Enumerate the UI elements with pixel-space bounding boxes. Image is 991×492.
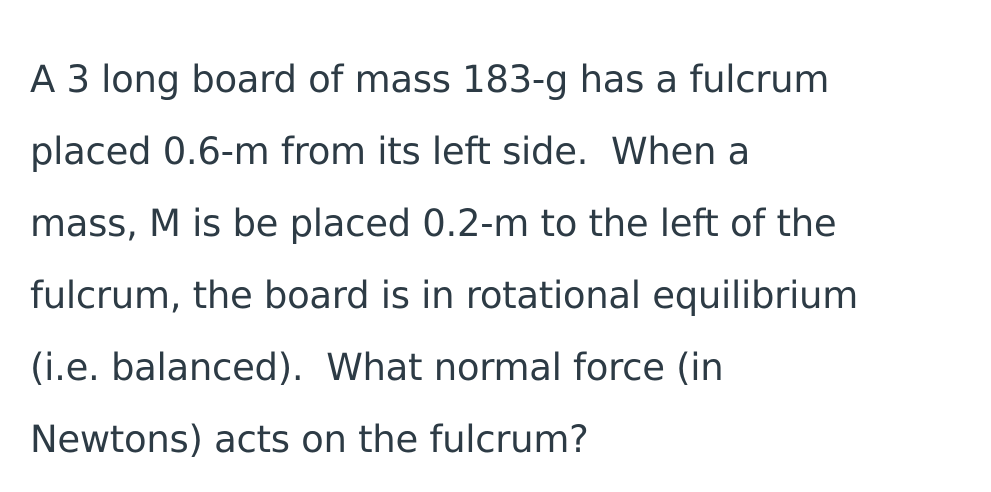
question-line-5: (i.e. balanced). What normal force (in — [30, 346, 724, 389]
question-line-2: placed 0.6-m from its left side. When a — [30, 130, 750, 173]
question-line-1: A 3 long board of mass 183-g has a fulcrum — [30, 58, 830, 101]
question-line-3: mass, M is be placed 0.2-m to the left of the — [30, 202, 837, 245]
question-line-6: Newtons) acts on the fulcrum? — [30, 418, 589, 461]
question-line-4: fulcrum, the board is in rotational equilibrium — [30, 274, 858, 317]
question-text — [30, 44, 980, 476]
